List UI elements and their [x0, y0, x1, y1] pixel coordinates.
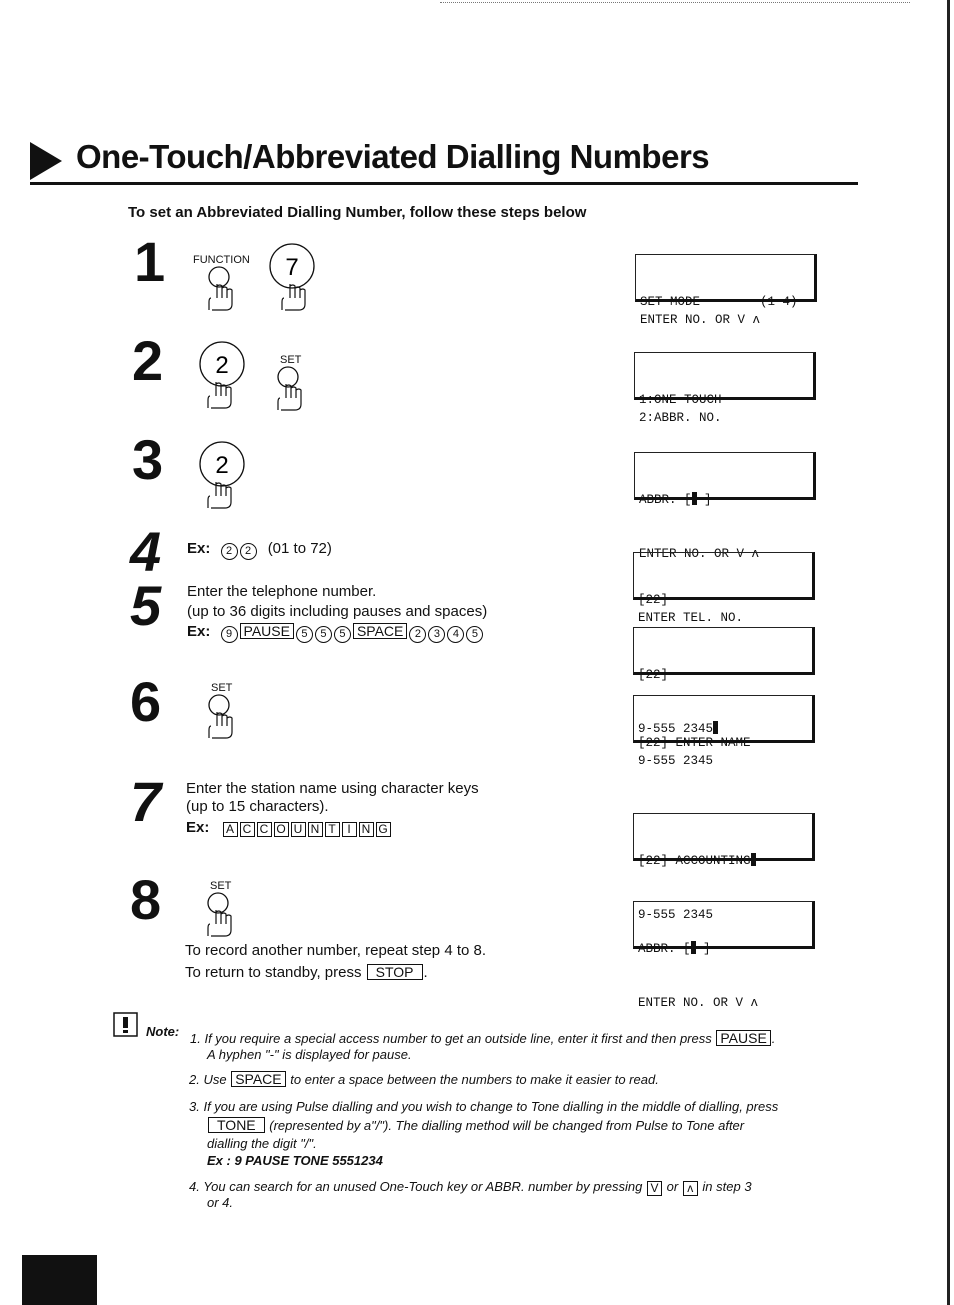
note-1-line-2: A hyphen "-" is displayed for pause. — [207, 1047, 412, 1062]
note-1-line-1: 1. If you require a special access number to get an outside line, enter it first and then press PAUSE . — [190, 1030, 776, 1046]
step-5-number: 5 — [130, 574, 162, 637]
step-5-example: Ex: 9 PAUSE 5 5 5 SPACE 2 3 4 5 — [187, 622, 484, 643]
lcd-display-7: [22] ACCOUNTING 9-555 2345 — [633, 813, 815, 861]
set-key-label: SET — [210, 880, 232, 892]
note-3-line-3: dialling the digit "/". — [207, 1136, 317, 1151]
note-4-line-2: or 4. — [207, 1195, 234, 1210]
svg-text:2: 2 — [215, 452, 229, 479]
step-7-line-1: Enter the station name using character keys — [186, 780, 479, 797]
stop-key: STOP — [367, 964, 423, 980]
step-7-line-2: (up to 15 characters). — [186, 798, 329, 815]
lcd-display-3: ABBR. [ ] ENTER NO. OR V ʌ — [634, 452, 816, 500]
set-key-icon — [205, 694, 245, 742]
step-5-line-2: (up to 36 digits including pauses and spaces) — [187, 603, 488, 620]
step-4-number: 4 — [130, 520, 162, 583]
title-rule — [30, 182, 858, 185]
svg-text:7: 7 — [285, 254, 299, 281]
set-key-icon — [204, 892, 244, 940]
function-key-icon — [205, 266, 245, 314]
set-key-icon — [274, 366, 314, 414]
note-3-example: Ex : 9 PAUSE TONE 5551234 — [207, 1153, 383, 1168]
lcd-display-5: [22] 9-555 2345 — [633, 627, 815, 675]
note-3-line-1: 3. If you are using Pulse dialling and you wish to change to Tone dialling in the middle of dialling, press — [189, 1099, 779, 1114]
step-7-number: 7 — [130, 770, 162, 833]
step-4-example: Ex: 2 2 (01 to 72) — [187, 539, 332, 560]
key-7-icon — [268, 242, 318, 314]
title-arrow-icon — [30, 142, 62, 180]
key-2-icon — [198, 440, 248, 512]
top-scan-line — [440, 2, 910, 4]
lcd-display-4: [22] ENTER TEL. NO. — [633, 552, 815, 600]
set-key-label: SET — [211, 682, 233, 694]
step-7-example: Ex: A C C O U N T I N G — [186, 818, 392, 837]
page-title: One-Touch/Abbreviated Dialling Numbers — [76, 138, 710, 175]
step-6-number: 6 — [130, 670, 162, 733]
step-8-number: 8 — [130, 868, 162, 931]
lcd-display-6: [22] ENTER NAME 9-555 2345 — [633, 695, 815, 743]
svg-text:2: 2 — [215, 352, 229, 379]
note-exclamation-icon — [113, 1012, 139, 1038]
lcd-display-8: ABBR. [ ] ENTER NO. OR V ʌ — [633, 901, 815, 949]
lcd-display-2: 1:ONE-TOUCH 2:ABBR. NO. — [634, 352, 816, 400]
step-3-number: 3 — [132, 428, 164, 491]
step-5-line-1: Enter the telephone number. — [187, 583, 377, 600]
function-key-label: FUNCTION — [193, 254, 250, 266]
lcd-cursor — [751, 853, 756, 866]
step-1-number: 1 — [134, 230, 166, 293]
note-label: Note: — [146, 1024, 180, 1039]
lcd-display-1: SET MODE (1-4) ENTER NO. OR V ʌ — [635, 254, 817, 302]
page-edge-bar — [947, 0, 950, 1305]
set-key-label: SET — [280, 354, 302, 366]
section-subtitle: To set an Abbreviated Dialling Number, follow these steps below — [128, 204, 587, 221]
step-8-line-1: To record another number, repeat step 4 to 8. — [185, 942, 487, 959]
note-2: 2. Use SPACE to enter a space between the numbers to make it easier to read. — [189, 1071, 659, 1087]
note-4-line-1: 4. You can search for an unused One-Touch key or ABBR. number by pressing V or ʌ in step 3 — [189, 1179, 752, 1195]
step-2-number: 2 — [132, 329, 164, 392]
note-3-line-2: TONE (represented by a"/"). The dialling method will be changed from Pulse to Tone after — [207, 1117, 744, 1135]
key-2-icon — [198, 340, 248, 412]
page-number-tab — [22, 1255, 97, 1305]
step-8-line-2: To return to standby, press STOP . — [185, 964, 428, 981]
